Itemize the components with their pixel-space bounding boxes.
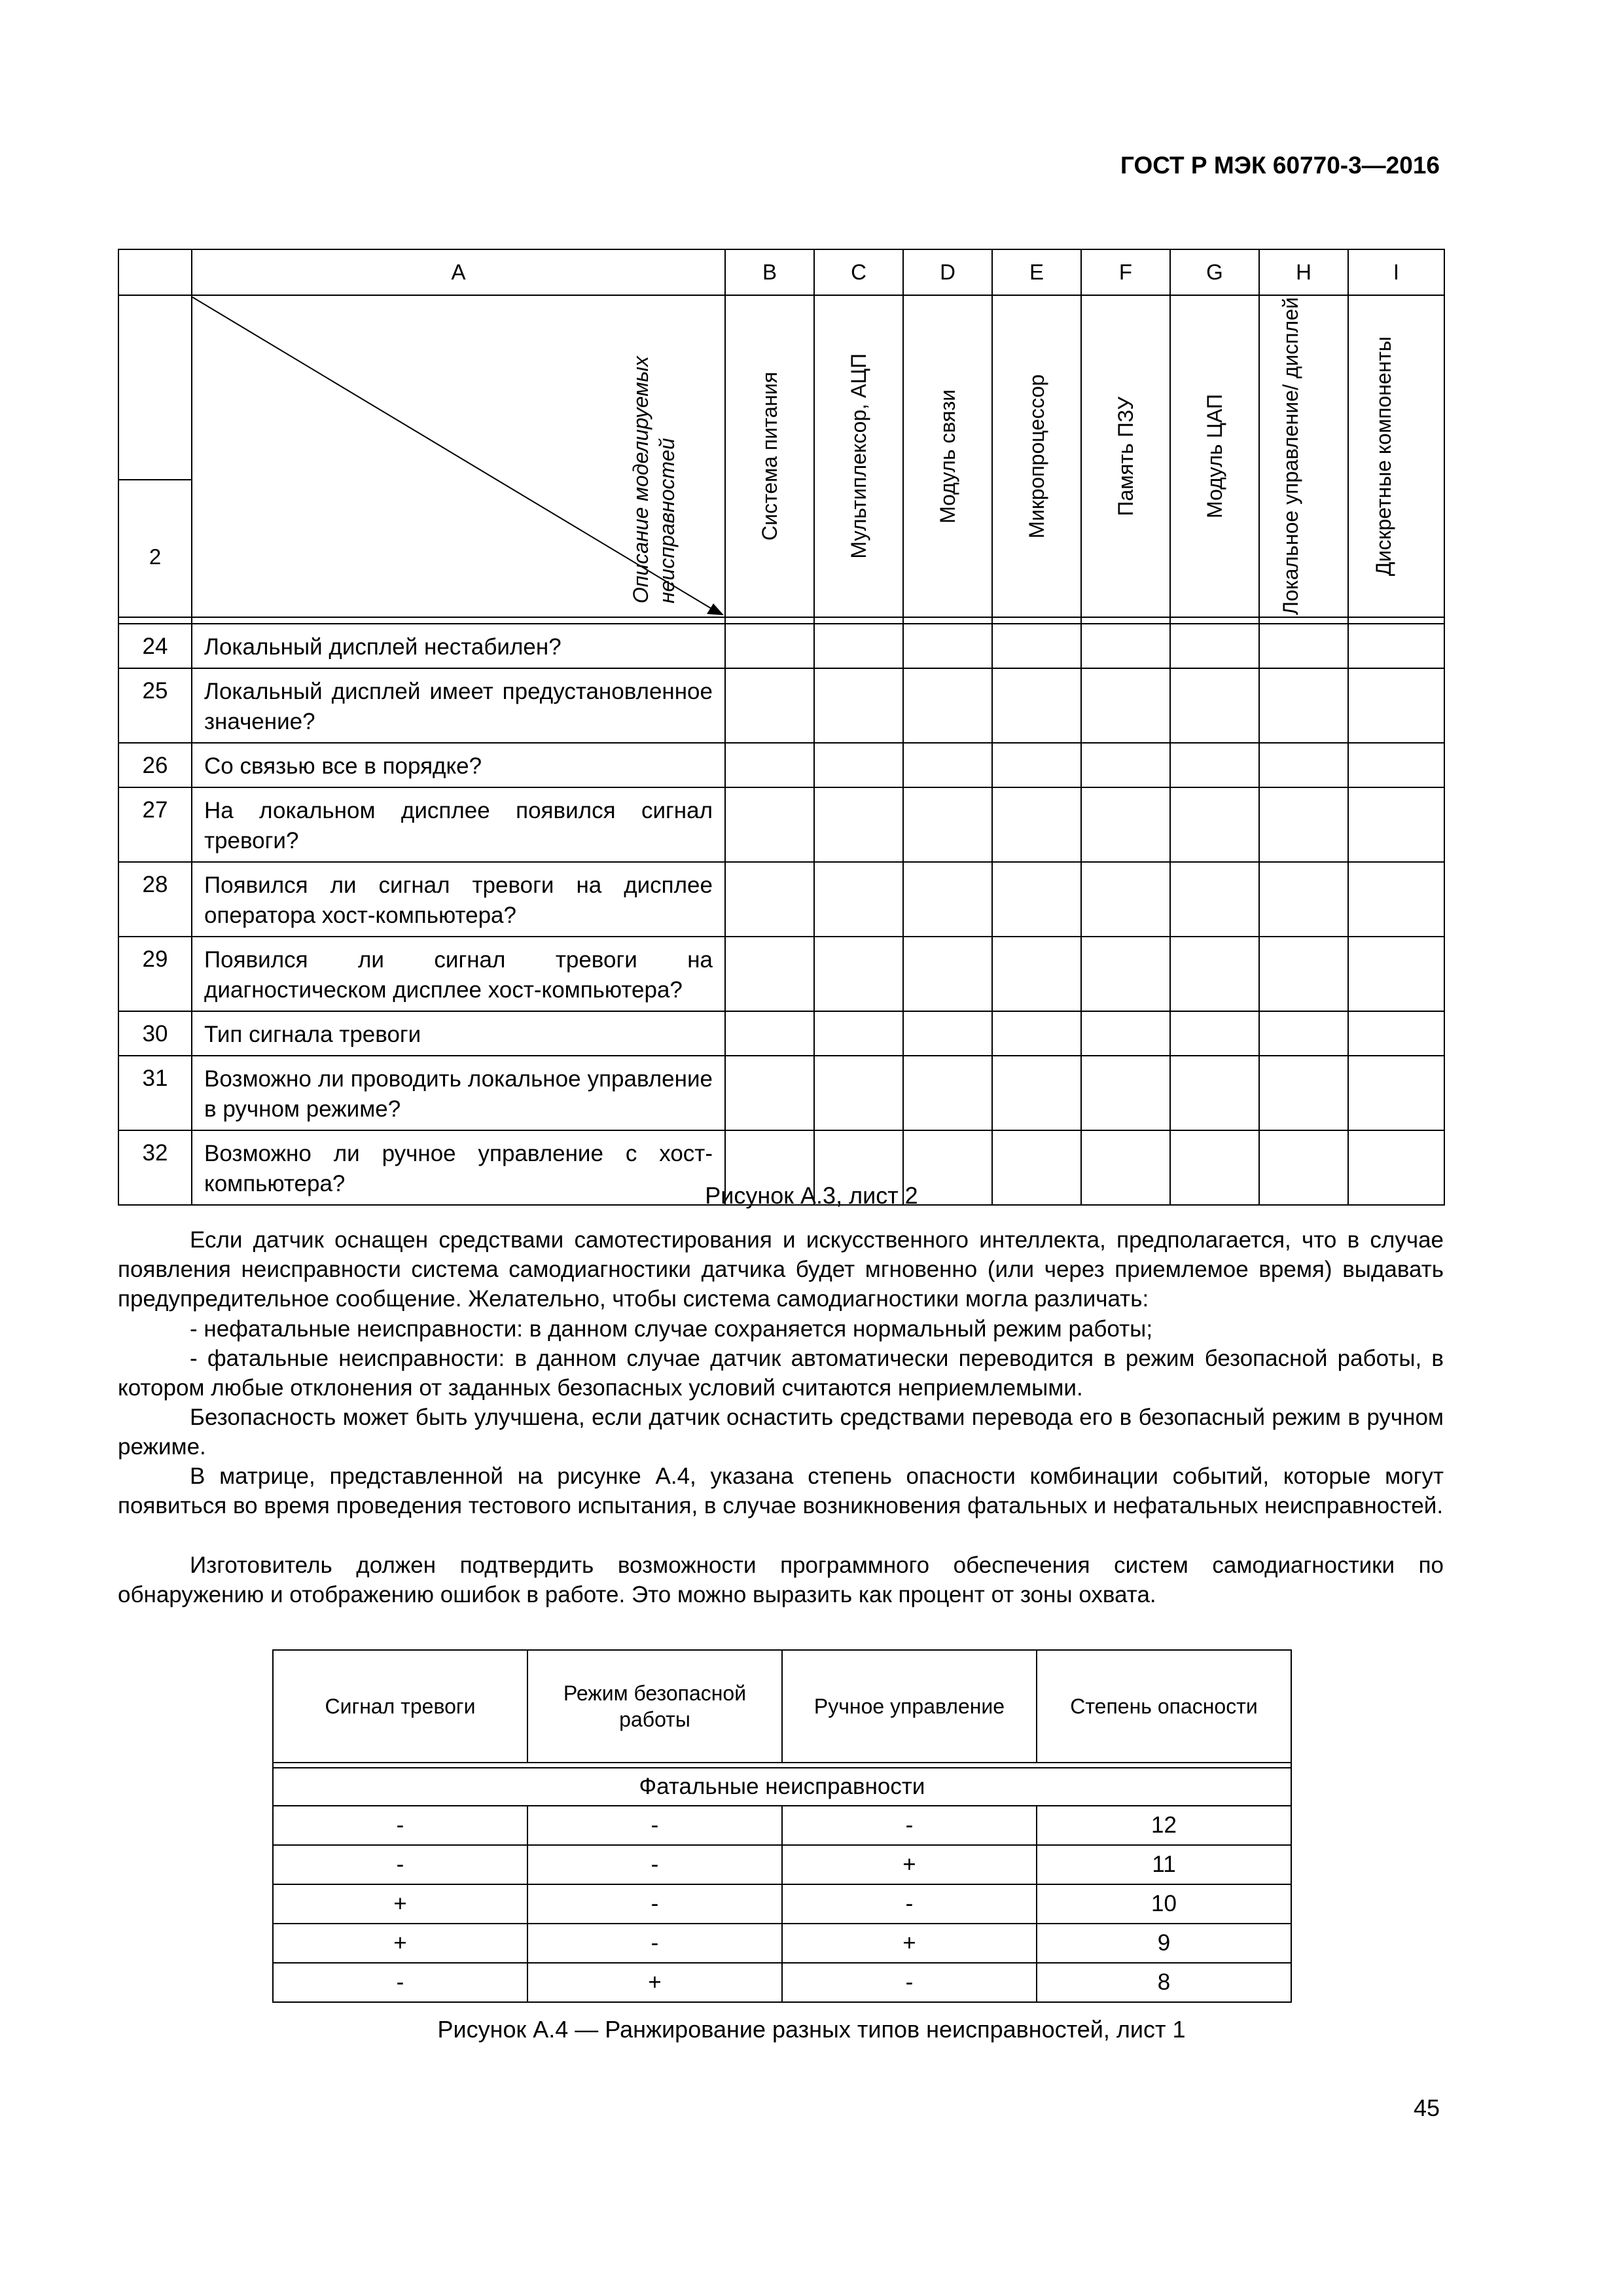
matrix-cell bbox=[1170, 1011, 1259, 1056]
table-cell: - bbox=[782, 1806, 1037, 1845]
col-header: Модуль ЦАП bbox=[1170, 295, 1259, 617]
paragraph: Изготовитель должен подтвердить возможности программного обеспечения систем самодиагностики по обнаружению и отображению ошибок в работе. Это можно выразить как процент от зоны охвата. bbox=[118, 1552, 1444, 1607]
table-cell: 9 bbox=[1037, 1924, 1291, 1963]
matrix-cell bbox=[903, 1056, 992, 1130]
matrix-cell bbox=[814, 1011, 903, 1056]
figure-a4-caption: Рисунок А.4 — Ранжирование разных типов неисправностей, лист 1 bbox=[437, 2016, 1186, 2043]
group-label: Фатальные неисправности bbox=[273, 1768, 1291, 1806]
matrix-cell bbox=[992, 862, 1081, 937]
header-cell: Ручное управление bbox=[782, 1650, 1037, 1763]
col-header: Микропроцессор bbox=[992, 295, 1081, 617]
table-cell: - bbox=[782, 1884, 1037, 1924]
table-row bbox=[118, 1011, 1444, 1056]
col-letter: E bbox=[992, 249, 1081, 295]
matrix-cell bbox=[725, 668, 814, 743]
matrix-cell bbox=[1259, 624, 1348, 668]
paragraph: Безопасность может быть улучшена, если датчик оснастить средствами перевода его в безопасный режим в ручном режиме. bbox=[118, 1405, 1444, 1460]
matrix-cell bbox=[814, 937, 903, 1011]
table-row bbox=[118, 787, 1444, 862]
table-row bbox=[118, 862, 1444, 937]
row-question: Появился ли сигнал тревоги на дисплее оператора хост-компьютера? bbox=[192, 862, 725, 937]
table-cell: - bbox=[273, 1806, 527, 1845]
diagonal-label: Описание моделируемых неисправностей bbox=[629, 356, 679, 603]
paragraph: В матрице, представленной на рисунке А.4, указана степень опасности комбинации событий, которые могут появиться во время проведения тестового испытания, в случае возникновения фатальных и нефатальных неисправностей. bbox=[118, 1463, 1444, 1518]
row-number: 24 bbox=[118, 624, 192, 668]
row-number: 28 bbox=[118, 862, 192, 937]
table-row bbox=[118, 743, 1444, 787]
row-question: На локальном дисплее появился сигнал тревоги? bbox=[192, 787, 725, 862]
header-cell: Сигнал тревоги bbox=[273, 1650, 527, 1763]
table-cell: - bbox=[527, 1806, 782, 1845]
group-row bbox=[273, 1768, 1291, 1806]
row-question: Появился ли сигнал тревоги на диагностическом дисплее хост-компьютера? bbox=[192, 937, 725, 1011]
header-cell: Степень опасности bbox=[1037, 1650, 1291, 1763]
page-number: 45 bbox=[1413, 2094, 1440, 2121]
matrix-cell bbox=[1259, 862, 1348, 937]
col-letter: H bbox=[1259, 249, 1348, 295]
row-label: 2 bbox=[149, 545, 162, 569]
matrix-cell bbox=[1348, 1056, 1444, 1130]
paragraph: - нефатальные неисправности: в данном случае сохраняется нормальный режим работы; bbox=[190, 1316, 1153, 1342]
matrix-cell bbox=[903, 743, 992, 787]
col-header: Локальное управление/ дисплей bbox=[1259, 295, 1348, 617]
row-label-cell bbox=[118, 295, 192, 617]
matrix-cell bbox=[992, 1011, 1081, 1056]
header-cell: Режим безопасной работы bbox=[527, 1650, 782, 1763]
table-cell: + bbox=[782, 1845, 1037, 1884]
table-cell: + bbox=[273, 1884, 527, 1924]
row-question: Тип сигнала тревоги bbox=[192, 1011, 725, 1056]
table-row bbox=[273, 1845, 1291, 1884]
row-number: 29 bbox=[118, 937, 192, 1011]
col-header: Система питания bbox=[725, 295, 814, 617]
matrix-cell bbox=[1170, 743, 1259, 787]
matrix-cell bbox=[1348, 787, 1444, 862]
corner-cell bbox=[118, 249, 192, 295]
matrix-cell bbox=[1081, 1056, 1170, 1130]
paragraph: - фатальные неисправности: в данном случае датчик автоматически переводится в режим безопасной работы, в котором любые отклонения от заданных безопасных условий считаются неприемлемыми. bbox=[118, 1346, 1444, 1401]
table-row bbox=[118, 937, 1444, 1011]
matrix-cell bbox=[1259, 1011, 1348, 1056]
figure-a3-caption: Рисунок А.3, лист 2 bbox=[705, 1182, 918, 1209]
col-letter: G bbox=[1170, 249, 1259, 295]
matrix-cell bbox=[1348, 624, 1444, 668]
matrix-cell bbox=[1170, 937, 1259, 1011]
row-number: 27 bbox=[118, 787, 192, 862]
table-cell: - bbox=[527, 1845, 782, 1884]
col-letter: C bbox=[814, 249, 903, 295]
matrix-cell bbox=[1081, 743, 1170, 787]
header-separator bbox=[118, 617, 1444, 624]
col-header: Модуль связи bbox=[903, 295, 992, 617]
matrix-cell bbox=[903, 937, 992, 1011]
paragraph: Если датчик оснащен средствами самотестирования и искусственного интеллекта, предполагается, что в случае появления неисправности система самодиагностики датчика будет мгновенно (или через приемлемое время) выдавать предупредительное сообщение. Желательно, чтобы система самодиагностики могла различать: bbox=[118, 1227, 1444, 1312]
matrix-cell bbox=[1348, 743, 1444, 787]
table-cell: - bbox=[273, 1963, 527, 2002]
table-row bbox=[118, 624, 1444, 668]
row-number: 30 bbox=[118, 1011, 192, 1056]
row-question: Локальный дисплей имеет предустановленное значение? bbox=[192, 668, 725, 743]
table-cell: 10 bbox=[1037, 1884, 1291, 1924]
table-cell: + bbox=[273, 1924, 527, 1963]
matrix-cell bbox=[1259, 1056, 1348, 1130]
col-letter: I bbox=[1348, 249, 1444, 295]
matrix-cell bbox=[1259, 668, 1348, 743]
col-header: Мультиплексор, АЦП bbox=[814, 295, 903, 617]
document-standard-header: ГОСТ Р МЭК 60770-3—2016 bbox=[1120, 152, 1440, 179]
col-letter: D bbox=[903, 249, 992, 295]
matrix-cell bbox=[725, 787, 814, 862]
row-number: 32 bbox=[118, 1130, 192, 1205]
diagonal-header-cell bbox=[192, 295, 725, 617]
col-header: Дискретные компоненты bbox=[1348, 295, 1444, 617]
matrix-cell bbox=[814, 743, 903, 787]
table-row bbox=[118, 668, 1444, 743]
matrix-cell bbox=[814, 787, 903, 862]
matrix-cell bbox=[1081, 862, 1170, 937]
header-separator bbox=[273, 1763, 1291, 1768]
table-row bbox=[273, 1884, 1291, 1924]
matrix-cell bbox=[1170, 1056, 1259, 1130]
matrix-cell bbox=[725, 743, 814, 787]
matrix-cell bbox=[725, 1011, 814, 1056]
row-question: Со связью все в порядке? bbox=[192, 743, 725, 787]
matrix-cell bbox=[1348, 1011, 1444, 1056]
matrix-cell bbox=[814, 668, 903, 743]
table-row bbox=[273, 1806, 1291, 1845]
matrix-cell bbox=[1170, 862, 1259, 937]
row-number: 26 bbox=[118, 743, 192, 787]
matrix-cell bbox=[992, 787, 1081, 862]
fault-matrix-table bbox=[118, 249, 1445, 1206]
table-cell: + bbox=[782, 1924, 1037, 1963]
col-letter: F bbox=[1081, 249, 1170, 295]
matrix-cell bbox=[1348, 862, 1444, 937]
table-cell: 12 bbox=[1037, 1806, 1291, 1845]
matrix-cell bbox=[992, 743, 1081, 787]
matrix-cell bbox=[1259, 787, 1348, 862]
matrix-cell bbox=[725, 937, 814, 1011]
table-cell: - bbox=[527, 1884, 782, 1924]
matrix-cell bbox=[1081, 668, 1170, 743]
matrix-cell bbox=[992, 1056, 1081, 1130]
matrix-cell bbox=[725, 624, 814, 668]
fault-ranking-table bbox=[272, 1649, 1292, 2003]
table-row bbox=[273, 1963, 1291, 2002]
column-letters-row bbox=[118, 249, 1444, 295]
matrix-cell bbox=[725, 862, 814, 937]
matrix-cell bbox=[903, 668, 992, 743]
table-cell: - bbox=[273, 1845, 527, 1884]
matrix-cell bbox=[1348, 668, 1444, 743]
matrix-cell bbox=[725, 1056, 814, 1130]
matrix-cell bbox=[903, 624, 992, 668]
matrix-cell bbox=[903, 862, 992, 937]
table-cell: - bbox=[782, 1963, 1037, 2002]
table-row bbox=[118, 1056, 1444, 1130]
matrix-cell bbox=[1348, 937, 1444, 1011]
matrix-cell bbox=[992, 668, 1081, 743]
table-cell: 11 bbox=[1037, 1845, 1291, 1884]
matrix-cell bbox=[1259, 937, 1348, 1011]
table-cell: + bbox=[527, 1963, 782, 2002]
matrix-cell bbox=[1081, 787, 1170, 862]
table-cell: 8 bbox=[1037, 1963, 1291, 2002]
column-headers-row bbox=[118, 295, 1444, 617]
matrix-cell bbox=[1081, 1011, 1170, 1056]
row-question: Возможно ли ручное управление с хост-компьютера? bbox=[192, 1130, 725, 1205]
matrix-cell bbox=[814, 1056, 903, 1130]
col-letter: B bbox=[725, 249, 814, 295]
matrix-cell bbox=[1081, 937, 1170, 1011]
row-question: Локальный дисплей нестабилен? bbox=[192, 624, 725, 668]
matrix-cell bbox=[1170, 787, 1259, 862]
col-header: Память ПЗУ bbox=[1081, 295, 1170, 617]
col-letter: A bbox=[192, 249, 725, 295]
row-number: 31 bbox=[118, 1056, 192, 1130]
matrix-cell bbox=[992, 624, 1081, 668]
row-number: 25 bbox=[118, 668, 192, 743]
matrix-cell bbox=[1170, 668, 1259, 743]
matrix-cell bbox=[903, 787, 992, 862]
table-row bbox=[273, 1924, 1291, 1963]
matrix-cell bbox=[903, 1011, 992, 1056]
ranking-header-row bbox=[273, 1650, 1291, 1763]
matrix-cell bbox=[814, 624, 903, 668]
matrix-cell bbox=[1170, 624, 1259, 668]
matrix-cell bbox=[1081, 624, 1170, 668]
matrix-cell bbox=[1259, 743, 1348, 787]
matrix-cell bbox=[992, 937, 1081, 1011]
matrix-cell bbox=[814, 862, 903, 937]
table-cell: - bbox=[527, 1924, 782, 1963]
row-question: Возможно ли проводить локальное управление в ручном режиме? bbox=[192, 1056, 725, 1130]
